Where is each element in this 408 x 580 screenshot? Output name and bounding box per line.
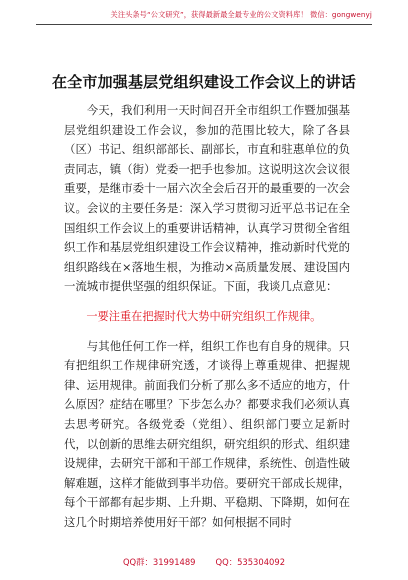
section-heading: 一要注重在把握时代大势中研究组织工作规律。 — [86, 309, 322, 323]
document-body — [64, 101, 350, 532]
header-divider — [36, 24, 372, 25]
paragraph-section-1: 与其他任何工作一样，组织工作也有自身的规律。只有把组织工作规律研究透，才谈得上尊重规律、把握规律、运用规律。前面我们分析了那么多不适应的地方，什么原因？症结在哪里？下步怎么办？都要求我们必须认真去思考研究。各级党委（党组）、组织部门要立足新时代，以创新的思维去研究组织，研究组织的形式、组织建设规律，去研究干部和干部工作规律，系统性、创造性破解难题，这样才能做到事半功倍。要研究干部成长规律，每个干部都有起步期、上升期、平稳期、下降期，如何在这几个时期培养使用好干部？如何根据不同时 — [64, 338, 350, 529]
footer-qq: QQ：535304092 — [215, 557, 286, 567]
header-notice: 关注头条号“公文研究”，获得最新最全最专业的公文资料库！ 微信：gongwenyj — [110, 10, 372, 19]
footer-qq-group: QQ群：31991489 — [122, 557, 196, 567]
document-title: 在全市加强基层党组织建设工作会议上的讲话 — [51, 73, 356, 91]
paragraph-intro: 今天，我们利用一天时间召开全市组织工作暨加强基层党组织建设工作会议，参加的范围比较大，除了各县（区）书记、组织部部长、副部长，市直和驻惠单位的负责同志，镇（街）党委一把手也参加。这说明这次会议很重要，是继市委十一届六次全会后召开的最重要的一次会议。会议的主要任务是：深入学习贯彻习近平总书记在全国组织工作会议上的重要讲话精神，认真学习贯彻全省组织工作和基层党组织建设工作会议精神，推动新时代党的组织路线在×落地生根，为推动×高质量发展、建设国内一流城市提供坚强的组织保证。下面，我谈几点意见： — [64, 103, 350, 294]
footer-contact — [0, 556, 408, 568]
